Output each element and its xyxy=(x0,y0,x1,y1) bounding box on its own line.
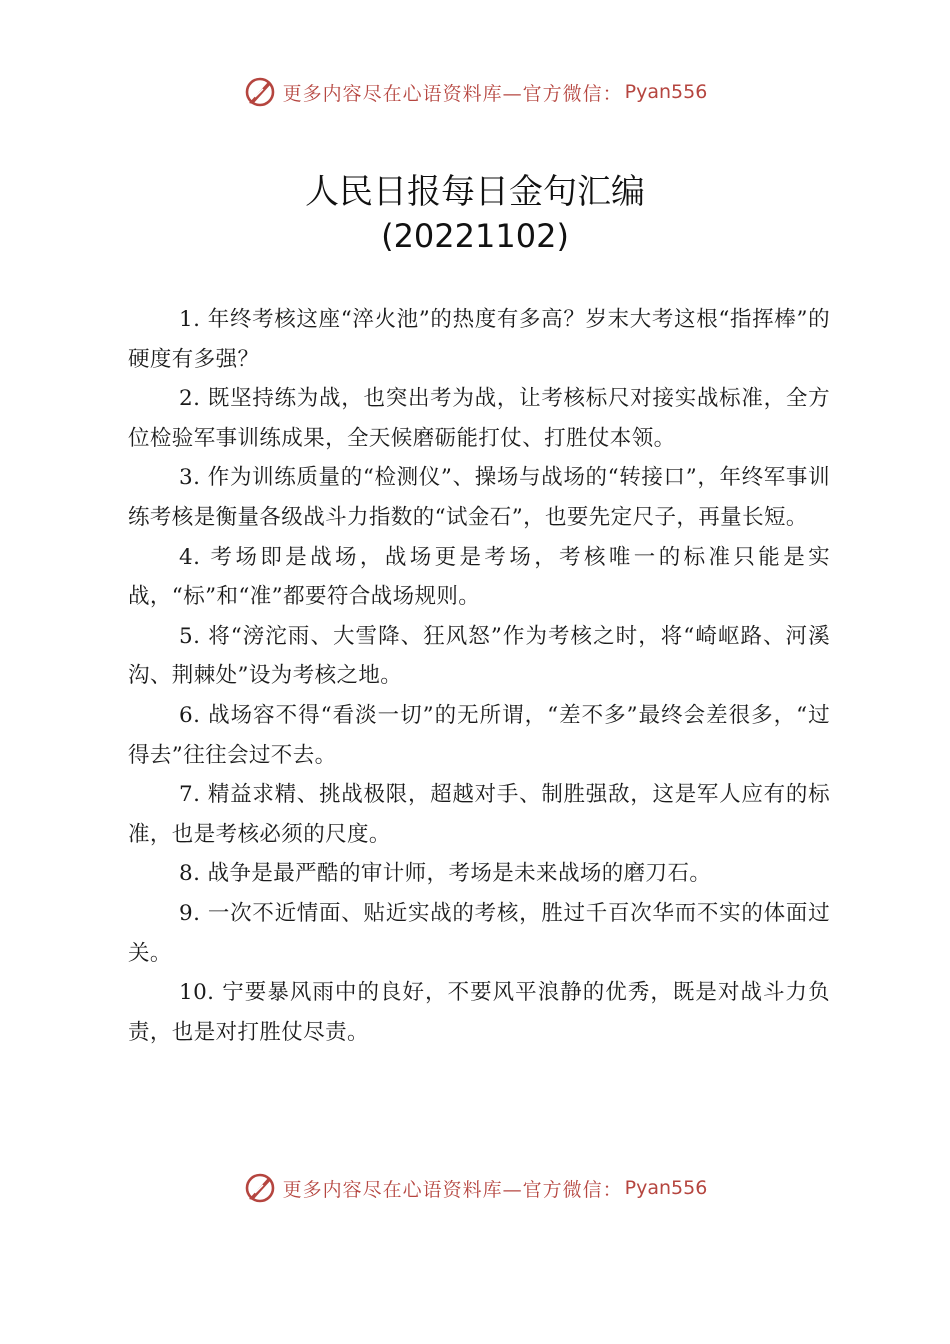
quote-item: 10. 宁要暴风雨中的良好，不要风平浪静的优秀，既是对战斗力负责，也是对打胜仗尽责。 xyxy=(128,980,830,1045)
quote-item: 4. 考场即是战场，战场更是考场，考核唯一的标准只能是实战，“标”和“准”都要符合战场规则。 xyxy=(128,544,830,610)
quote-item: 2. 既坚持练为战，也突出考为战，让考核标尺对接实战标准，全方位检验军事训练成果，全天候磨砺能打仗、打胜仗本领。 xyxy=(128,386,830,451)
quote-item: 7. 精益求精、挑战极限，超越对手、制胜强敌，这是军人应有的标准，也是考核必须的尺度。 xyxy=(128,782,830,847)
quote-item: 9. 一次不近情面、贴近实战的考核，胜过千百次华而不实的体面过关。 xyxy=(128,900,830,966)
header-banner-handle: Pyan556 xyxy=(624,81,708,103)
footer-banner-text: 更多内容尽在心语资料库—官方微信： xyxy=(282,1178,623,1201)
quote-item: 5. 将“滂沱雨、大雪降、狂风怒”作为考核之时，将“崎岖路、河溪沟、荆棘处”设为考核之地。 xyxy=(128,623,830,689)
quote-item: 8. 战争是最严酷的审计师，考场是未来战场的磨刀石。 xyxy=(179,861,712,887)
quote-list xyxy=(128,300,830,1052)
quill-seal-icon xyxy=(243,1171,277,1205)
header-banner xyxy=(0,72,950,112)
quote-item: 6. 战场容不得“看淡一切”的无所谓，“差不多”最终会差很多，“过得去”往往会过不去。 xyxy=(128,702,830,768)
header-banner-text: 更多内容尽在心语资料库—官方微信： xyxy=(282,82,623,105)
page-title: 人民日报每日金句汇编 xyxy=(305,172,645,212)
page-subtitle: (20221102) xyxy=(381,217,569,255)
footer-banner xyxy=(0,1168,950,1208)
quill-seal-icon xyxy=(243,75,277,109)
quote-item: 3. 作为训练质量的“检测仪”、操场与战场的“转接口”，年终军事训练考核是衡量各级战斗力指数的“试金石”，也要先定尺子，再量长短。 xyxy=(128,465,830,530)
footer-banner-handle: Pyan556 xyxy=(624,1177,708,1199)
quote-item: 1. 年终考核这座“淬火池”的热度有多高？岁末大考这根“指挥棒”的硬度有多强？ xyxy=(128,307,830,372)
